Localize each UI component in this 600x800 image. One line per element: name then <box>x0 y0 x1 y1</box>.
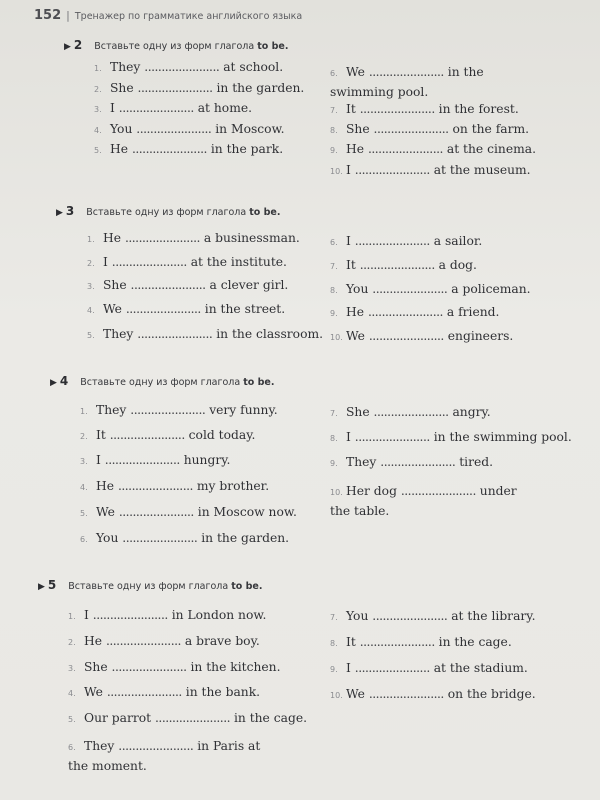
item-subject: I <box>84 608 89 622</box>
exercise-instruction: Вставьте одну из форм глагола <box>86 207 247 218</box>
exercise-item <box>87 302 285 316</box>
page-header <box>34 4 302 23</box>
play-triangle-icon: ▶ <box>38 582 45 592</box>
item-rest: at school. <box>223 60 284 74</box>
exercise-instruction: Вставьте одну из форм глагола <box>80 377 241 388</box>
item-rest: in the bank. <box>185 685 261 699</box>
exercise-item <box>330 635 512 649</box>
item-subject: I <box>110 101 115 115</box>
answer-blank: ...................... <box>359 102 435 116</box>
item-number: 4. <box>94 126 102 135</box>
answer-blank: ...................... <box>117 479 193 493</box>
exercise-item <box>80 531 289 545</box>
item-subject: She <box>103 278 127 292</box>
answer-blank: ...................... <box>359 635 435 649</box>
exercise-item <box>330 661 528 675</box>
item-subject: We <box>346 687 365 701</box>
item-rest: in the garden. <box>201 531 290 545</box>
item-number: 2. <box>80 432 88 441</box>
item-number: 9. <box>330 459 338 468</box>
item-rest: angry. <box>452 405 491 419</box>
exercise-item <box>68 711 307 725</box>
item-subject: We <box>346 329 365 343</box>
item-number: 9. <box>330 146 338 155</box>
exercise-number: 3 <box>65 204 75 218</box>
exercise-item <box>330 305 499 319</box>
exercise-instruction-bold: to be. <box>231 581 263 592</box>
answer-blank: ...................... <box>359 258 435 272</box>
item-subject: He <box>346 142 365 156</box>
item-number: 10. <box>330 167 343 176</box>
answer-blank: ...................... <box>124 231 200 245</box>
item-rest: in Moscow now. <box>197 505 297 519</box>
item-number: 1. <box>80 407 88 416</box>
item-number: 8. <box>330 126 338 135</box>
item-number: 10. <box>330 691 343 700</box>
item-subject: You <box>96 531 119 545</box>
item-subject: It <box>346 635 356 649</box>
item-number: 7. <box>330 613 338 622</box>
item-number: 7. <box>330 409 338 418</box>
item-subject: It <box>346 102 356 116</box>
item-number: 5. <box>80 509 88 518</box>
exercise-item <box>68 737 268 776</box>
item-rest: at the museum. <box>433 163 531 177</box>
item-rest: at the library. <box>451 609 536 623</box>
item-number: 1. <box>94 64 102 73</box>
item-subject: He <box>96 479 115 493</box>
answer-blank: ...................... <box>400 484 476 498</box>
item-number: 10. <box>330 488 343 497</box>
exercise-item <box>330 405 491 419</box>
item-subject: They <box>110 60 141 74</box>
item-subject: It <box>346 258 356 272</box>
item-subject: They <box>103 327 134 341</box>
item-number: 9. <box>330 665 338 674</box>
item-rest: a businessman. <box>203 231 300 245</box>
item-subject: I <box>103 255 108 269</box>
item-number: 6. <box>80 535 88 544</box>
exercise-item <box>68 660 281 674</box>
exercise-item <box>330 609 536 623</box>
answer-blank: ...................... <box>368 329 444 343</box>
item-subject: She <box>84 660 108 674</box>
item-subject: They <box>84 739 115 753</box>
item-rest: in the garden. <box>216 81 305 95</box>
item-number: 5. <box>87 331 95 340</box>
item-rest: in the street. <box>204 302 286 316</box>
item-rest: in the forest. <box>438 102 519 116</box>
item-subject: I <box>346 163 351 177</box>
item-rest: at the stadium. <box>433 661 528 675</box>
exercise-item <box>87 255 287 269</box>
item-rest: in the park. <box>210 142 284 156</box>
answer-blank: ...................... <box>109 428 185 442</box>
item-rest: in London now. <box>171 608 267 622</box>
answer-blank: ...................... <box>368 687 444 701</box>
item-rest: a sailor. <box>433 234 483 248</box>
item-subject: We <box>103 302 122 316</box>
exercise-heading <box>64 38 288 52</box>
item-number: 1. <box>87 235 95 244</box>
answer-blank: ...................... <box>144 60 220 74</box>
exercise-item <box>330 687 536 701</box>
item-rest: a policeman. <box>451 282 531 296</box>
exercise-item <box>94 81 304 95</box>
item-number: 6. <box>330 69 338 78</box>
exercise-heading <box>56 204 280 218</box>
exercise-item <box>87 327 323 341</box>
exercise-item <box>68 608 266 622</box>
item-subject: I <box>96 453 101 467</box>
item-subject: You <box>346 282 369 296</box>
exercise-item <box>94 142 283 156</box>
answer-blank: ...................... <box>105 634 181 648</box>
item-rest: at the institute. <box>190 255 287 269</box>
answer-blank: ...................... <box>372 282 448 296</box>
answer-blank: ...................... <box>137 327 213 341</box>
item-number: 10. <box>330 333 343 342</box>
exercise-instruction-bold: to be. <box>243 377 275 388</box>
answer-blank: ...................... <box>130 278 206 292</box>
item-rest: at home. <box>197 101 253 115</box>
exercise-item <box>330 102 519 116</box>
answer-blank: ...................... <box>354 234 430 248</box>
item-subject: You <box>346 609 369 623</box>
play-triangle-icon: ▶ <box>64 42 71 52</box>
exercise-item <box>80 505 297 519</box>
item-subject: I <box>346 234 351 248</box>
item-number: 6. <box>68 743 76 752</box>
item-rest: a clever girl. <box>209 278 289 292</box>
item-rest: on the farm. <box>452 122 530 136</box>
item-number: 3. <box>80 457 88 466</box>
item-number: 3. <box>68 664 76 673</box>
answer-blank: ...................... <box>111 660 187 674</box>
exercise-item <box>94 60 283 74</box>
item-rest: a friend. <box>446 305 500 319</box>
item-number: 2. <box>68 638 76 647</box>
item-number: 4. <box>68 689 76 698</box>
item-number: 2. <box>94 85 102 94</box>
exercise-number: 4 <box>59 374 69 388</box>
book-title: Тренажер по грамматике английского языка <box>74 11 303 22</box>
item-number: 4. <box>87 306 95 315</box>
item-subject: They <box>346 455 377 469</box>
exercise-item <box>80 453 230 467</box>
answer-blank: ...................... <box>373 405 449 419</box>
item-subject: You <box>110 122 133 136</box>
item-number: 4. <box>80 483 88 492</box>
header-separator: | <box>66 9 70 22</box>
item-subject: He <box>346 305 365 319</box>
item-number: 3. <box>87 282 95 291</box>
exercise-heading <box>50 374 274 388</box>
exercise-item <box>330 122 529 136</box>
item-rest: in the cage. <box>438 635 512 649</box>
exercise-item <box>330 455 493 469</box>
answer-blank: ...................... <box>136 122 212 136</box>
exercise-item <box>87 278 288 292</box>
item-subject: Our parrot <box>84 711 152 725</box>
exercise-item <box>330 282 531 296</box>
item-subject: It <box>96 428 106 442</box>
item-subject: He <box>84 634 103 648</box>
item-rest: very funny. <box>209 403 278 417</box>
exercise-instruction-bold: to be. <box>257 41 289 52</box>
item-number: 3. <box>94 105 102 114</box>
answer-blank: ...................... <box>354 661 430 675</box>
exercise-item <box>80 428 255 442</box>
answer-blank: ...................... <box>373 122 449 136</box>
play-triangle-icon: ▶ <box>50 378 57 388</box>
answer-blank: ...................... <box>118 101 194 115</box>
answer-blank: ...................... <box>118 739 194 753</box>
exercise-instruction: Вставьте одну из форм глагола <box>68 581 229 592</box>
item-rest: under the table. <box>330 484 517 518</box>
item-rest: in Moscow. <box>215 122 285 136</box>
exercise-heading <box>38 578 262 592</box>
answer-blank: ...................... <box>380 455 456 469</box>
exercise-item <box>80 403 278 417</box>
item-subject: They <box>96 403 127 417</box>
item-rest: my brother. <box>196 479 270 493</box>
exercise-item <box>330 63 530 102</box>
exercise-item <box>330 234 482 248</box>
item-number: 2. <box>87 259 95 268</box>
exercise-instruction-bold: to be. <box>249 207 281 218</box>
page-number: 152 <box>34 8 62 23</box>
exercise-item <box>330 142 536 156</box>
exercise-item <box>94 101 252 115</box>
item-subject: We <box>96 505 115 519</box>
item-number: 9. <box>330 309 338 318</box>
item-subject: We <box>84 685 103 699</box>
exercise-item <box>68 634 260 648</box>
item-number: 5. <box>94 146 102 155</box>
item-rest: in the cage. <box>233 711 308 725</box>
exercise-number: 2 <box>73 38 83 52</box>
item-rest: tired. <box>459 455 494 469</box>
item-subject: She <box>110 81 134 95</box>
item-number: 7. <box>330 262 338 271</box>
item-subject: I <box>346 430 351 444</box>
item-subject: He <box>110 142 129 156</box>
item-rest: in Paris at the moment. <box>68 739 261 773</box>
item-number: 8. <box>330 434 338 443</box>
answer-blank: ...................... <box>104 453 180 467</box>
item-rest: at the cinema. <box>446 142 537 156</box>
answer-blank: ...................... <box>368 65 444 79</box>
item-subject: We <box>346 65 365 79</box>
exercise-item <box>68 685 260 699</box>
item-rest: a brave boy. <box>184 634 260 648</box>
item-subject: He <box>103 231 122 245</box>
item-number: 8. <box>330 286 338 295</box>
exercise-item <box>330 258 477 272</box>
exercise-item <box>330 163 531 177</box>
exercise-item <box>87 231 300 245</box>
answer-blank: ...................... <box>354 163 430 177</box>
answer-blank: ...................... <box>118 505 194 519</box>
answer-blank: ...................... <box>155 711 231 725</box>
answer-blank: ...................... <box>125 302 201 316</box>
item-rest: in the swimming pool. <box>330 65 484 99</box>
item-subject: She <box>346 405 370 419</box>
item-number: 1. <box>68 612 76 621</box>
item-rest: in the swimming pool. <box>433 430 572 444</box>
item-subject: I <box>346 661 351 675</box>
exercise-number: 5 <box>47 578 57 592</box>
exercise-item <box>80 479 269 493</box>
exercise-item <box>330 329 513 343</box>
answer-blank: ...................... <box>131 142 207 156</box>
play-triangle-icon: ▶ <box>56 208 63 218</box>
item-rest: hungry. <box>183 453 231 467</box>
answer-blank: ...................... <box>372 609 448 623</box>
item-rest: a dog. <box>438 258 477 272</box>
item-rest: cold today. <box>188 428 256 442</box>
answer-blank: ...................... <box>106 685 182 699</box>
answer-blank: ...................... <box>92 608 168 622</box>
answer-blank: ...................... <box>354 430 430 444</box>
item-number: 5. <box>68 715 76 724</box>
item-rest: in the kitchen. <box>190 660 281 674</box>
exercise-item <box>330 482 530 521</box>
item-rest: on the bridge. <box>447 687 536 701</box>
answer-blank: ...................... <box>122 531 198 545</box>
item-rest: in the classroom. <box>216 327 324 341</box>
answer-blank: ...................... <box>367 305 443 319</box>
answer-blank: ...................... <box>130 403 206 417</box>
exercise-item <box>94 122 285 136</box>
item-number: 8. <box>330 639 338 648</box>
item-rest: engineers. <box>447 329 514 343</box>
answer-blank: ...................... <box>111 255 187 269</box>
exercise-item <box>330 430 572 444</box>
item-number: 7. <box>330 106 338 115</box>
item-number: 6. <box>330 238 338 247</box>
answer-blank: ...................... <box>367 142 443 156</box>
item-subject: Her dog <box>346 484 397 498</box>
answer-blank: ...................... <box>137 81 213 95</box>
exercise-instruction: Вставьте одну из форм глагола <box>94 41 255 52</box>
item-subject: She <box>346 122 370 136</box>
